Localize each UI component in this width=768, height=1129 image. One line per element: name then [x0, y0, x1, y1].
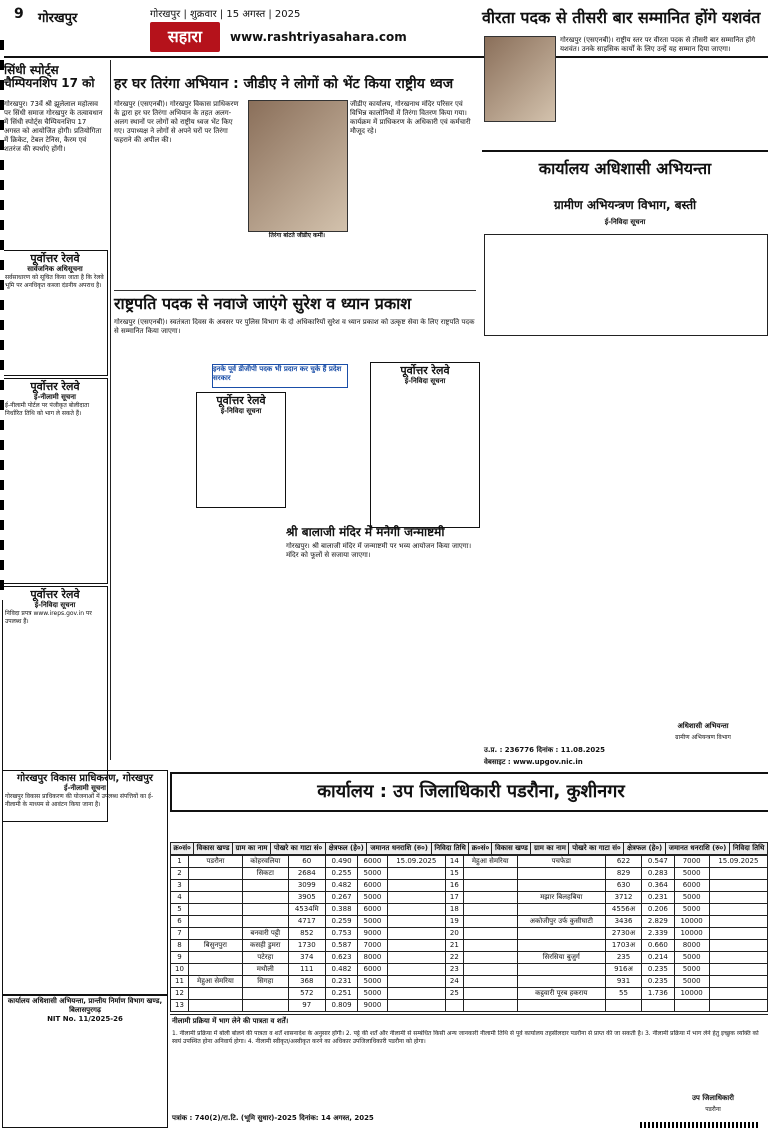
- left-cell-2: [242, 892, 288, 904]
- right-cell-0: 19: [445, 916, 463, 928]
- left-cell-6: [387, 868, 445, 880]
- left-cell-1: [188, 904, 242, 916]
- right-cell-4: [642, 1000, 674, 1012]
- left-cell-0: 11: [171, 976, 189, 988]
- right-cell-5: 5000: [674, 964, 709, 976]
- left-cell-4: 0.809: [325, 1000, 357, 1012]
- right-notice-title: ई-निविदा सूचना: [604, 218, 646, 226]
- right-cell-6: [709, 940, 767, 952]
- left-cell-1: [188, 988, 242, 1000]
- sports-title: सिंधी स्पोर्ट्स चैम्पियनशिप 17 को: [4, 63, 95, 91]
- photo-caption: तिरंगा बांटते जीडीए कर्मी।: [268, 232, 326, 239]
- right-cell-0: 25: [445, 988, 463, 1000]
- left-cell-0: 10: [171, 964, 189, 976]
- table-header: जमानत धनराशि (रु०): [665, 843, 729, 855]
- right-cell-0: 16: [445, 880, 463, 892]
- right-cell-2: [517, 1000, 605, 1012]
- left-cell-2: सिकटा: [242, 868, 288, 880]
- left-cell-6: [387, 940, 445, 952]
- left-cell-0: 9: [171, 952, 189, 964]
- table-header: ग्राम का नाम: [531, 843, 569, 855]
- notice-1-title: पूर्वोत्तर रेलवे: [30, 252, 80, 265]
- left-cell-6: [387, 976, 445, 988]
- table-header: निविदा तिथि: [730, 843, 768, 855]
- notice-2-title: पूर्वोत्तर रेलवे: [30, 380, 80, 393]
- right-cell-1: [463, 940, 517, 952]
- auction-table-body: [170, 855, 768, 1012]
- table-row: [171, 1000, 768, 1012]
- subhead-box: इनके पूर्व डीजीपी पदक भी प्रदान कर चुके हैं प्रदेश सरकार: [212, 364, 348, 388]
- left-cell-0: 3: [171, 880, 189, 892]
- sports-body: गोरखपुर। 73वें श्री झूलेलाल महोत्सव पर सिंधी समाज गोरखपुर के तत्वावधान में सिंधी स्पोर्ट्स चैम्पियनशिप 17 अगस्त को आयोजित होगी। प्रतियोगिता में क्रिकेट, टेबल टेनिस, कैरम एवं शतरंज की स्पर्धाएं होंगी।: [4, 100, 103, 153]
- left-cell-3: 97: [288, 1000, 325, 1012]
- right-cell-2: अकोजीपुर उर्फ कुसीघाटी: [517, 916, 605, 928]
- left-cell-3: 111: [288, 964, 325, 976]
- right-cell-1: मेहुआ सेमरिया: [463, 856, 517, 868]
- left-cell-5: 6000: [358, 856, 387, 868]
- right-cell-5: 10000: [674, 988, 709, 1000]
- left-cell-0: 1: [171, 856, 189, 868]
- right-cell-4: 0.283: [642, 868, 674, 880]
- right-cell-6: 15.09.2025: [709, 856, 767, 868]
- footer-left-box: [2, 994, 168, 1128]
- right-cell-3: 55: [605, 988, 641, 1000]
- auction-table-rows: [170, 855, 768, 1012]
- table-header: निविदा तिथि: [431, 843, 469, 855]
- notice-1-body: सर्वसाधारण को सूचित किया जाता है कि रेलवे भूमि पर अनधिकृत कब्जा दंडनीय अपराध है।: [5, 274, 104, 290]
- center-notice-title: पूर्वोत्तर रेलवे: [216, 394, 266, 407]
- left-cell-4: 0.251: [325, 988, 357, 1000]
- left-cell-2: कसही डुमरा: [242, 940, 288, 952]
- right-website[interactable]: वेबसाइट : www.upgov.nic.in: [484, 758, 583, 766]
- table-row: [171, 868, 768, 880]
- notice-3-title: पूर्वोत्तर रेलवे: [30, 588, 80, 601]
- left-cell-6: [387, 964, 445, 976]
- left-cell-6: [387, 904, 445, 916]
- right-cell-5: 10000: [674, 916, 709, 928]
- right-cell-3: 1703अ: [605, 940, 641, 952]
- right-cell-2: कट्ठवारी पूरब हकराय: [517, 988, 605, 1000]
- right-rule: [482, 150, 768, 152]
- center-notice-box: [196, 392, 286, 508]
- left-cell-5: 5000: [358, 988, 387, 1000]
- right-cell-2: [517, 940, 605, 952]
- left-cell-0: 5: [171, 904, 189, 916]
- left-cell-0: 8: [171, 940, 189, 952]
- right-cell-2: [517, 904, 605, 916]
- right-cell-1: [463, 868, 517, 880]
- right-cell-4: 0.206: [642, 904, 674, 916]
- bottom-footer: पत्रांक : 740(2)/रा.टि. (भूमि सुधार)-2025 दिनांक: 14 अगस्त, 2025: [172, 1114, 374, 1122]
- right-cell-6: [709, 952, 767, 964]
- left-cell-3: 572: [288, 988, 325, 1000]
- table-row: [171, 916, 768, 928]
- left-column: [0, 60, 108, 790]
- left-cell-5: 5000: [358, 916, 387, 928]
- table-row: [171, 880, 768, 892]
- right-cell-2: [517, 964, 605, 976]
- left-cell-2: सिगहा: [242, 976, 288, 988]
- left-cell-1: [188, 916, 242, 928]
- office-subtitle: ग्रामीण अभियन्त्रण विभाग, बस्ती: [553, 198, 697, 212]
- right-cell-5: 5000: [674, 904, 709, 916]
- right-signature-title: अधिशासी अभियन्ता: [677, 722, 729, 730]
- left-cell-6: [387, 916, 445, 928]
- left-cell-1: [188, 952, 242, 964]
- left-cell-2: पटेरहा: [242, 952, 288, 964]
- left-cell-4: 0.259: [325, 916, 357, 928]
- right-cell-5: 5000: [674, 868, 709, 880]
- right-cell-3: 235: [605, 952, 641, 964]
- issue-date: गोरखपुर | शुक्रवार | 15 अगस्त | 2025: [150, 9, 301, 20]
- left-cell-0: 13: [171, 1000, 189, 1012]
- table-row: [171, 988, 768, 1000]
- left-cell-3: 3905: [288, 892, 325, 904]
- left-cell-1: बिसुनपुरा: [188, 940, 242, 952]
- right-cell-6: [709, 964, 767, 976]
- left-cell-5: 7000: [358, 940, 387, 952]
- right-cell-3: 622: [605, 856, 641, 868]
- auction-table: [170, 842, 768, 855]
- auction-heading: नीलामी प्रक्रिया में भाग लेने की पात्रता व शर्तें।: [172, 1017, 289, 1025]
- column-divider: [110, 60, 111, 760]
- page-city: गोरखपुर: [38, 11, 78, 26]
- left-cell-1: [188, 868, 242, 880]
- left-cell-6: [387, 988, 445, 1000]
- right-cell-6: [709, 868, 767, 880]
- gkp-notice-title: गोरखपुर विकास प्राधिकरण, गोरखपुर: [17, 773, 153, 784]
- left-cell-6: [387, 952, 445, 964]
- right-cell-1: [463, 892, 517, 904]
- left-cell-5: 5000: [358, 892, 387, 904]
- right-cell-5: 5000: [674, 952, 709, 964]
- right-cell-0: 14: [445, 856, 463, 868]
- color-bar: [640, 1122, 760, 1128]
- center-photo: [248, 100, 348, 232]
- left-cell-4: 0.482: [325, 964, 357, 976]
- center-body-2: जीडीए कार्यालय, गोरखनाथ मंदिर परिसर एवं विभिन्न कालोनियों में तिरंगा वितरण किया गया। कार्यक्रम में प्राधिकरण के अधिकारी एवं कर्मचारी मौजूद रहे।: [350, 100, 471, 135]
- right-cell-3: [605, 1000, 641, 1012]
- nit-number: NIT No. 11/2025-26: [47, 1015, 123, 1023]
- table-header: पोखरे का गाटा सं०: [569, 843, 624, 855]
- right-cell-0: 17: [445, 892, 463, 904]
- right-cell-6: [709, 904, 767, 916]
- right-cell-6: [709, 892, 767, 904]
- left-cell-2: मथौली: [242, 964, 288, 976]
- left-cell-4: 0.623: [325, 952, 357, 964]
- left-cell-5: 5000: [358, 868, 387, 880]
- right-cell-5: 10000: [674, 928, 709, 940]
- table-row: [171, 928, 768, 940]
- right-cell-3: 2730अ: [605, 928, 641, 940]
- right-cell-4: 2.339: [642, 928, 674, 940]
- left-cell-3: 2684: [288, 868, 325, 880]
- left-cell-5: 8000: [358, 952, 387, 964]
- left-cell-4: 0.388: [325, 904, 357, 916]
- table-row: [171, 892, 768, 904]
- table-header: क्षेत्रफल (हे०): [624, 843, 665, 855]
- left-cell-5: 9000: [358, 928, 387, 940]
- right-cell-6: [709, 988, 767, 1000]
- left-cell-1: [188, 880, 242, 892]
- right-cell-2: पचफेडा: [517, 856, 605, 868]
- center-body-3: गोरखपुर (एसएनबी)। स्वतंत्रता दिवस के अवसर पर पुलिस विभाग के दो अधिकारियों सुरेश व ध्यान प्रकाश को उत्कृष्ट सेवा के लिए राष्ट्रपति पदक से सम्मानित किया जाएगा।: [114, 318, 475, 335]
- right-cell-5: 5000: [674, 892, 709, 904]
- table-row: [171, 856, 768, 868]
- left-cell-5: 6000: [358, 880, 387, 892]
- table-header: क्र०सं०: [469, 843, 492, 855]
- right-cell-2: सिरसिया बुजुर्ग: [517, 952, 605, 964]
- right-cell-3: 916अ: [605, 964, 641, 976]
- left-cell-2: [242, 916, 288, 928]
- left-cell-3: 60: [288, 856, 325, 868]
- notice-2-subtitle: ई-नीलामी सूचना: [34, 393, 76, 402]
- left-cell-3: 4534मि: [288, 904, 325, 916]
- left-cell-0: 2: [171, 868, 189, 880]
- right-cell-1: [463, 916, 517, 928]
- right-cell-6: [709, 1000, 767, 1012]
- right-cell-5: 6000: [674, 880, 709, 892]
- rail-notice-title: पूर्वोत्तर रेलवे: [400, 364, 450, 377]
- gkp-notice-body: गोरखपुर विकास प्राधिकरण की योजनाओं में उपलब्ध संपत्तियों का ई-नीलामी के माध्यम से आवंटन किया जाना है।: [5, 793, 154, 808]
- left-cell-1: [188, 964, 242, 976]
- left-cell-5: 6000: [358, 904, 387, 916]
- left-cell-1: मेहुआ सेमरिया: [188, 976, 242, 988]
- auction-conditions: 1. नीलामी प्रक्रिया में बोली बोलने की पात्रता व शर्तें शासनादेश के अनुसार होंगी। 2. पट्टे की शर्तें और नीलामी से सम्बंधित किसी अन्य जानकारी नीलामी तिथि से पूर्व कार्यालय तहसीलदार पडरौना से प्राप्त की जा सकती है। 3. नीलामी प्रक्रिया में भाग लेने हेतु इच्छुक व्यक्ति को स्वयं उपस्थित होना अनिवार्य होगा। 4. नीलामी स्वीकृत/अस्वीकृत करने का अधिकार उपजिलाधिकारी पडरौना को होगा।: [172, 1030, 759, 1045]
- left-cell-2: [242, 1000, 288, 1012]
- right-cell-3: 3436: [605, 916, 641, 928]
- bottom-signature: उप जिलाधिकारी: [692, 1094, 734, 1102]
- left-cell-6: [387, 880, 445, 892]
- right-cell-6: [709, 976, 767, 988]
- right-cell-1: [463, 880, 517, 892]
- right-date-line: उ.प्र. : 236776 दिनांक : 11.08.2025: [484, 746, 606, 754]
- right-cell-4: 0.660: [642, 940, 674, 952]
- right-cell-3: 931: [605, 976, 641, 988]
- right-cell-3: 3712: [605, 892, 641, 904]
- newspaper-logo: सहारा: [150, 22, 220, 52]
- left-cell-4: 0.587: [325, 940, 357, 952]
- right-cell-4: 2.829: [642, 916, 674, 928]
- right-cell-1: [463, 952, 517, 964]
- left-cell-4: 0.482: [325, 880, 357, 892]
- left-cell-2: [242, 988, 288, 1000]
- left-cell-6: 15.09.2025: [387, 856, 445, 868]
- right-cell-0: 20: [445, 928, 463, 940]
- right-cell-6: [709, 916, 767, 928]
- right-cell-1: [463, 976, 517, 988]
- footer-left-title: कार्यालय अधिशासी अभियन्ता, प्रान्तीय निर्माण विभाग खण्ड, बिलासपुरगढ़: [7, 997, 163, 1014]
- left-cell-4: 0.753: [325, 928, 357, 940]
- right-cell-2: [517, 928, 605, 940]
- right-cell-1: [463, 988, 517, 1000]
- gkp-notice-box: [2, 770, 168, 996]
- center-body-1: गोरखपुर (एसएनबी)। गोरखपुर विकास प्राधिकरण के द्वारा हर घर तिरंगा अभियान के तहत अलग-अलग स्थानों पर लोगों को राष्ट्रीय ध्वज भेंट किए गए। उपाध्यक्ष ने लोगों से अपने घरों पर तिरंगा फहराने की अपील की।: [114, 100, 239, 144]
- notice-3-body: निविदा प्रपत्र www.ireps.gov.in पर उपलब्ध हैं।: [5, 610, 92, 626]
- right-cell-1: [463, 1000, 517, 1012]
- left-cell-4: 0.267: [325, 892, 357, 904]
- right-cell-0: 21: [445, 940, 463, 952]
- right-cell-4: 0.231: [642, 892, 674, 904]
- bottom-banner: कार्यालय : उप जिलाधिकारी पडरौना, कुशीनगर: [170, 772, 768, 812]
- left-cell-0: 6: [171, 916, 189, 928]
- right-cell-4: 1.736: [642, 988, 674, 1000]
- left-cell-5: 9000: [358, 1000, 387, 1012]
- center-notice-subtitle: ई-निविदा सूचना: [220, 407, 262, 416]
- left-cell-1: पडरौना: [188, 856, 242, 868]
- right-cell-5: 7000: [674, 856, 709, 868]
- table-header: क्षेत्रफल (हे०): [325, 843, 366, 855]
- bottom-table-area: [170, 842, 768, 1009]
- temple-headline: श्री बालाजी मंदिर में मनेगी जन्माष्टमी: [286, 525, 445, 539]
- right-cell-4: 0.364: [642, 880, 674, 892]
- left-cell-2: [242, 904, 288, 916]
- left-cell-1: [188, 1000, 242, 1012]
- right-cell-3: 630: [605, 880, 641, 892]
- notice-3-subtitle: ई-निविदा सूचना: [34, 601, 76, 610]
- right-notice-table: [484, 234, 768, 336]
- table-row: [171, 940, 768, 952]
- left-cell-0: 4: [171, 892, 189, 904]
- temple-body: गोरखपुर। श्री बालाजी मंदिर में जन्माष्टमी पर भव्य आयोजन किया जाएगा। मंदिर को फूलों से सजाया जाएगा।: [286, 542, 472, 559]
- left-cell-4: 0.255: [325, 868, 357, 880]
- left-cell-3: 1730: [288, 940, 325, 952]
- right-cell-6: [709, 928, 767, 940]
- left-cell-4: 0.231: [325, 976, 357, 988]
- rail-notice-subtitle: ई-निविदा सूचना: [404, 377, 446, 386]
- table-header: जमानत धनराशि (रु०): [367, 843, 431, 855]
- table-header: क्र०सं०: [171, 843, 194, 855]
- left-cell-1: [188, 892, 242, 904]
- office-title: कार्यालय अधिशासी अभियन्ता: [538, 159, 712, 178]
- left-cell-6: [387, 892, 445, 904]
- center-headline-2: राष्ट्रपति पदक से नवाजे जाएंगे सुरेश व ध्यान प्रकाश: [114, 294, 412, 313]
- left-cell-2: [242, 880, 288, 892]
- notice-box-2: [2, 378, 108, 584]
- right-cell-5: 8000: [674, 940, 709, 952]
- conditions-rule: [170, 1014, 768, 1015]
- left-cell-5: 6000: [358, 964, 387, 976]
- right-cell-6: [709, 880, 767, 892]
- right-cell-4: 0.214: [642, 952, 674, 964]
- notice-2-body: ई-नीलामी पोर्टल पर पंजीकृत बोलीदाता निर्धारित तिथि को भाग ले सकते हैं।: [5, 402, 90, 418]
- right-cell-0: [445, 1000, 463, 1012]
- left-cell-0: 7: [171, 928, 189, 940]
- table-header: विकास खण्ड: [194, 843, 233, 855]
- notice-box-1: [2, 250, 108, 376]
- right-cell-4: 0.235: [642, 976, 674, 988]
- right-cell-2: [517, 880, 605, 892]
- right-cell-5: [674, 1000, 709, 1012]
- center-rule: [114, 290, 476, 291]
- gkp-notice-subtitle: ई-नीलामी सूचना: [64, 784, 106, 792]
- right-cell-0: 23: [445, 964, 463, 976]
- right-cell-2: मझार बिलहबिया: [517, 892, 605, 904]
- table-header: विकास खण्ड: [492, 843, 531, 855]
- right-cell-3: 4556अ: [605, 904, 641, 916]
- right-cell-2: [517, 976, 605, 988]
- table-header: ग्राम का नाम: [233, 843, 271, 855]
- left-cell-3: 368: [288, 976, 325, 988]
- table-row: [171, 964, 768, 976]
- rail-notice-box: [370, 362, 480, 528]
- officer-photo: [484, 36, 556, 122]
- left-cell-3: 3099: [288, 880, 325, 892]
- bottom-signature-place: पडरौना: [705, 1106, 721, 1113]
- notice-1-subtitle: सार्वजनिक अधिसूचना: [27, 265, 83, 274]
- right-cell-0: 24: [445, 976, 463, 988]
- right-cell-1: [463, 904, 517, 916]
- left-cell-6: [387, 1000, 445, 1012]
- table-row: [171, 904, 768, 916]
- right-cell-0: 22: [445, 952, 463, 964]
- table-header: पोखरे का गाटा सं०: [271, 843, 326, 855]
- left-cell-3: 374: [288, 952, 325, 964]
- right-cell-0: 18: [445, 904, 463, 916]
- left-cell-6: [387, 928, 445, 940]
- left-cell-3: 852: [288, 928, 325, 940]
- right-headline: वीरता पदक से तीसरी बार सम्मानित होंगे यशवंत: [482, 8, 761, 27]
- right-cell-1: [463, 964, 517, 976]
- table-header-row: [171, 843, 768, 855]
- left-cell-4: 0.490: [325, 856, 357, 868]
- right-body: गोरखपुर (एसएनबी)। राष्ट्रीय स्तर पर वीरता पदक से तीसरी बार सम्मानित होंगे यशवंत। उनके साहसिक कार्यों के लिए उन्हें यह सम्मान दिया जाएगा।: [560, 36, 756, 53]
- right-cell-4: 0.547: [642, 856, 674, 868]
- right-cell-1: [463, 928, 517, 940]
- register-rail: [0, 40, 4, 600]
- table-row: [171, 952, 768, 964]
- page-number: 9: [14, 6, 24, 22]
- right-cell-0: 15: [445, 868, 463, 880]
- right-cell-3: 829: [605, 868, 641, 880]
- website-url[interactable]: www.rashtriyasahara.com: [230, 30, 407, 44]
- left-cell-1: [188, 928, 242, 940]
- left-cell-5: 5000: [358, 976, 387, 988]
- left-cell-2: बनवारी पट्टी: [242, 928, 288, 940]
- left-cell-2: कोहरवलिया: [242, 856, 288, 868]
- table-row: [171, 976, 768, 988]
- left-cell-3: 4717: [288, 916, 325, 928]
- right-cell-4: 0.235: [642, 964, 674, 976]
- right-cell-2: [517, 868, 605, 880]
- right-signature-sub: ग्रामीण अभियन्त्रण विभाग: [675, 734, 731, 741]
- center-headline: हर घर तिरंगा अभियान : जीडीए ने लोगों को भेंट किया राष्ट्रीय ध्वज: [114, 76, 454, 92]
- right-cell-5: 5000: [674, 976, 709, 988]
- left-cell-0: 12: [171, 988, 189, 1000]
